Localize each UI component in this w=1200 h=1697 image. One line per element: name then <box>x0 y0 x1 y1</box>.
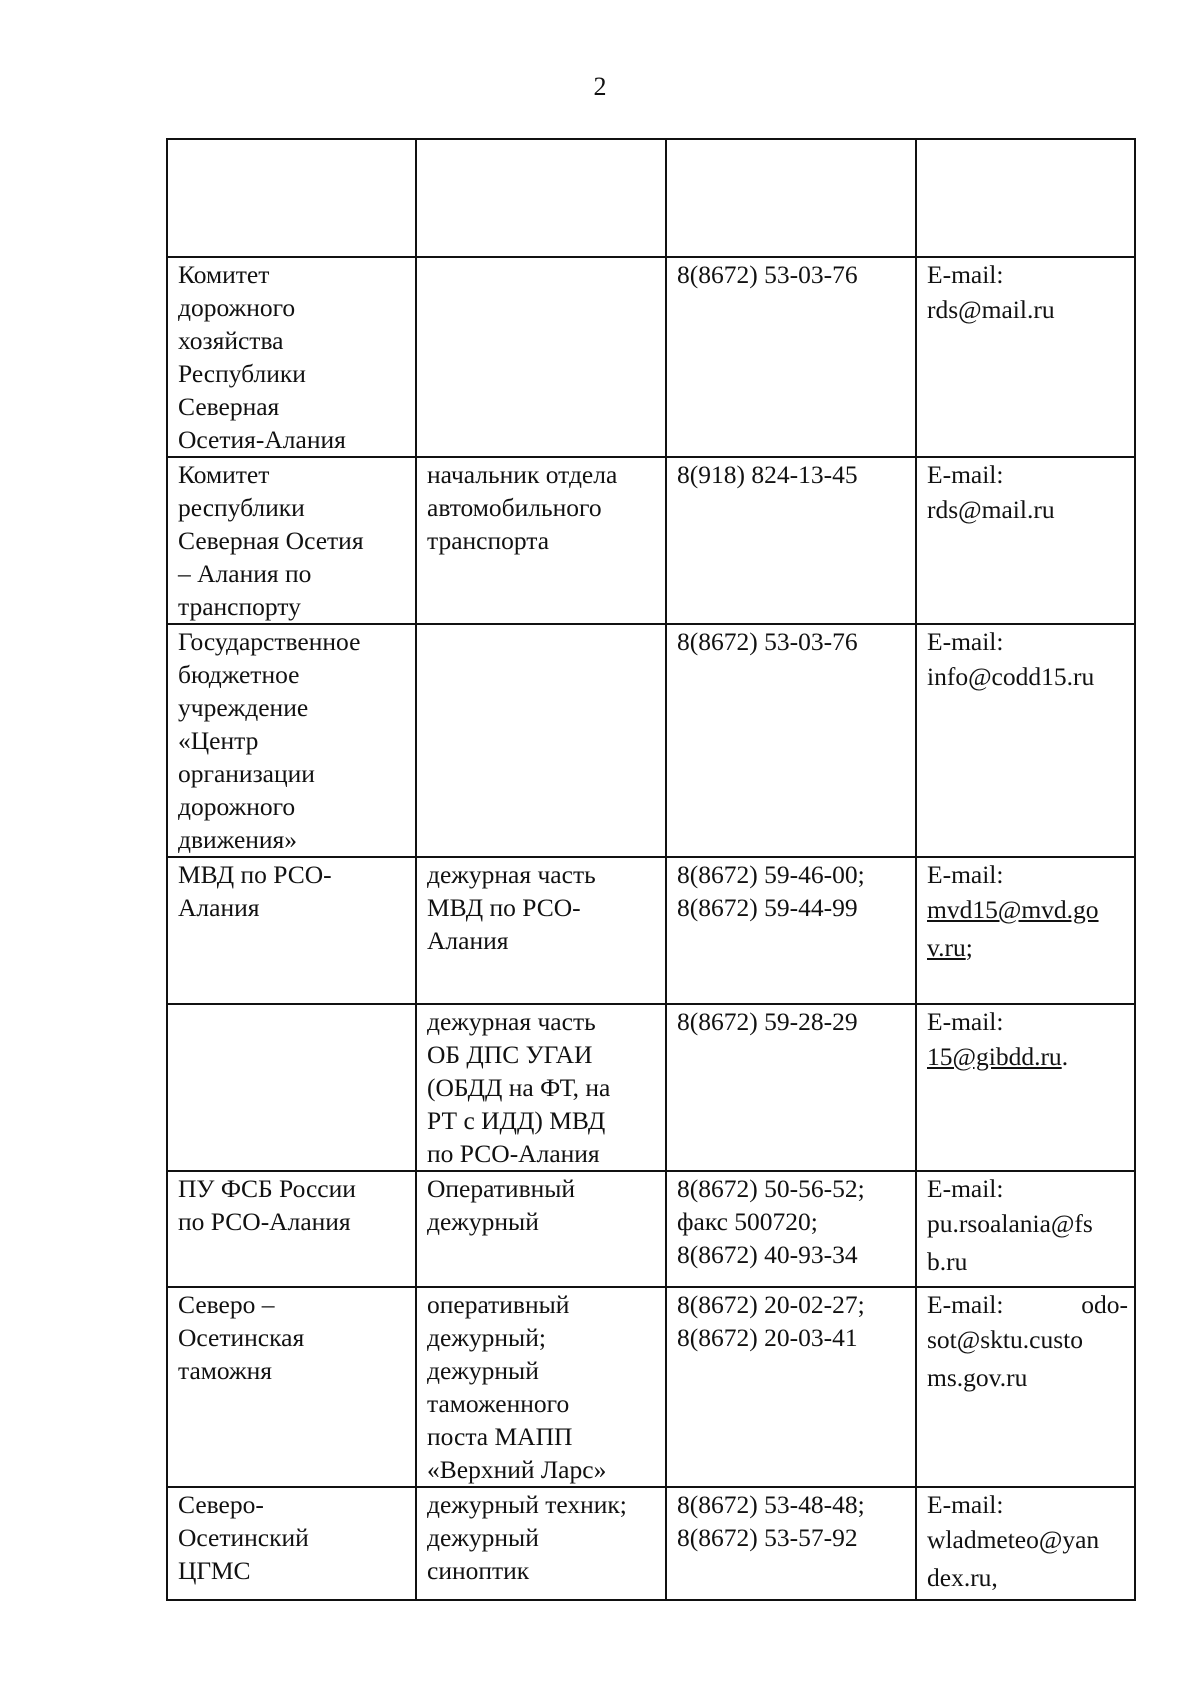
cell-text-line: дорожного <box>178 792 296 821</box>
organization-cell <box>167 139 416 257</box>
cell-text-line: Алания <box>178 893 260 922</box>
email-label: E-mail: <box>927 460 1004 489</box>
cell-text-line: ОБ ДПС УГАИ <box>427 1040 593 1069</box>
cell-text-line: 8(8672) 53-57-92 <box>677 1523 858 1552</box>
cell-text-line: ЦГМС <box>178 1556 251 1585</box>
cell-text-line: автомобильного <box>427 493 602 522</box>
cell-text-line: дежурный техник; <box>427 1490 627 1519</box>
email-label: E-mail: <box>927 1007 1004 1036</box>
position-cell <box>416 1287 666 1487</box>
position-cell <box>416 1487 666 1600</box>
cell-text-line: дежурный <box>427 1523 539 1552</box>
table-row <box>167 1487 1135 1600</box>
cell-text-line: синоптик <box>427 1556 530 1585</box>
email-label: E-mail: <box>927 1290 1004 1319</box>
cell-text-line: 8(8672) 20-02-27; <box>677 1290 865 1319</box>
cell-text-line: дежурная часть <box>427 1007 596 1036</box>
table-row <box>167 139 1135 257</box>
cell-text-line: 8(8672) 59-28-29 <box>677 1007 858 1036</box>
table-row <box>167 857 1135 1004</box>
cell-text-line: дежурный <box>427 1356 539 1385</box>
phone-cell <box>666 457 916 624</box>
email-suffix: . <box>1061 1042 1069 1071</box>
cell-text-line: по РСО-Алания <box>427 1139 600 1168</box>
cell-text-line: – Алания по <box>178 559 312 588</box>
cell-text-line: Алания <box>427 926 509 955</box>
organization-cell <box>167 257 416 457</box>
table-row <box>167 1171 1135 1287</box>
cell-text-line: ПУ ФСБ России <box>178 1174 356 1203</box>
phone-cell <box>666 624 916 857</box>
email-label: E-mail: <box>927 860 1004 889</box>
cell-text-line: (ОБДД на ФТ, на <box>427 1073 611 1102</box>
cell-text-line: Северо – <box>178 1290 275 1319</box>
cell-text-line: МВД по РСО- <box>427 893 581 922</box>
cell-text-line: Северная Осетия <box>178 526 364 555</box>
cell-text-line: Осетинская <box>178 1323 305 1352</box>
cell-text-line: таможенного <box>427 1389 570 1418</box>
organization-cell <box>167 624 416 857</box>
cell-text-line: учреждение <box>178 693 309 722</box>
cell-text-line: организации <box>178 759 315 788</box>
position-cell <box>416 1171 666 1287</box>
phone-cell <box>666 1487 916 1600</box>
email-link[interactable]: mvd15@mvd.go <box>927 895 1099 924</box>
email-address-line: sot@sktu.custo <box>927 1325 1083 1354</box>
cell-text-line: 8(8672) 59-46-00; <box>677 860 865 889</box>
organization-cell <box>167 857 416 1004</box>
cell-text-line: Осетинский <box>178 1523 309 1552</box>
page-number: 2 <box>593 72 607 101</box>
email-cell <box>916 624 1135 857</box>
email-label: E-mail: <box>927 1174 1004 1203</box>
email-cell <box>916 139 1135 257</box>
email-link[interactable]: 15@gibdd.ru <box>927 1042 1062 1071</box>
email-address-line: wladmeteo@yan <box>927 1525 1100 1554</box>
position-cell <box>416 1004 666 1171</box>
cell-text-line: дорожного <box>178 293 296 322</box>
cell-text-line: «Центр <box>178 726 259 755</box>
position-cell <box>416 857 666 1004</box>
email-suffix: ; <box>965 933 973 962</box>
cell-text-line: поста МАПП <box>427 1422 573 1451</box>
table-row <box>167 457 1135 624</box>
email-address-line: ms.gov.ru <box>927 1363 1028 1392</box>
cell-text-line: Северо- <box>178 1490 264 1519</box>
phone-cell <box>666 1171 916 1287</box>
contacts-table <box>166 138 1136 1601</box>
email-address-line: pu.rsoalania@fs <box>927 1209 1093 1238</box>
organization-cell <box>167 1487 416 1600</box>
cell-text-line: таможня <box>178 1356 273 1385</box>
cell-text-line: движения» <box>178 825 298 854</box>
cell-text-line: дежурный <box>427 1207 539 1236</box>
cell-text-line: Осетия-Алания <box>178 425 346 454</box>
table-row <box>167 257 1135 457</box>
email-address-line <box>927 929 1128 967</box>
email-label: E-mail: <box>927 1490 1004 1519</box>
email-label: E-mail: <box>927 627 1004 656</box>
cell-text-line: 8(8672) 59-44-99 <box>677 893 858 922</box>
email-cell <box>916 1487 1135 1600</box>
cell-text-line: РТ с ИДД) МВД <box>427 1106 606 1135</box>
cell-text-line: Оперативный <box>427 1174 576 1203</box>
email-label-line <box>927 1288 1128 1321</box>
phone-cell <box>666 1287 916 1487</box>
table-row <box>167 1004 1135 1171</box>
email-address-line: info@codd15.ru <box>927 662 1095 691</box>
cell-text-line: МВД по РСО- <box>178 860 332 889</box>
cell-text-line: бюджетное <box>178 660 300 689</box>
cell-text-line: 8(918) 824-13-45 <box>677 460 858 489</box>
cell-text-line: Комитет <box>178 460 270 489</box>
cell-text-line: 8(8672) 53-03-76 <box>677 627 858 656</box>
email-cell <box>916 857 1135 1004</box>
email-address-part: odo- <box>1081 1290 1128 1319</box>
organization-cell <box>167 1004 416 1171</box>
phone-cell <box>666 1004 916 1171</box>
cell-text-line: хозяйства <box>178 326 284 355</box>
position-cell <box>416 257 666 457</box>
cell-text-line: начальник отдела <box>427 460 618 489</box>
email-label: E-mail: <box>927 260 1004 289</box>
phone-cell <box>666 857 916 1004</box>
email-cell <box>916 1171 1135 1287</box>
position-cell <box>416 624 666 857</box>
cell-text-line: 8(8672) 50-56-52; <box>677 1174 865 1203</box>
organization-cell <box>167 457 416 624</box>
email-address-line: rds@mail.ru <box>927 295 1055 324</box>
organization-cell <box>167 1287 416 1487</box>
email-address-line <box>927 1038 1128 1076</box>
cell-text-line: по РСО-Алания <box>178 1207 351 1236</box>
table-row <box>167 1287 1135 1487</box>
email-address-line: b.ru <box>927 1247 968 1276</box>
cell-text-line: 8(8672) 40-93-34 <box>677 1240 858 1269</box>
cell-text-line: Северная <box>178 392 280 421</box>
cell-text-line: транспорту <box>178 592 301 621</box>
cell-text-line: 8(8672) 20-03-41 <box>677 1323 858 1352</box>
contacts-table-body <box>167 139 1135 1600</box>
email-cell <box>916 1004 1135 1171</box>
cell-text-line: дежурная часть <box>427 860 596 889</box>
position-cell <box>416 139 666 257</box>
email-cell <box>916 457 1135 624</box>
table-row <box>167 624 1135 857</box>
position-cell <box>416 457 666 624</box>
cell-text-line: Республики <box>178 359 306 388</box>
phone-cell <box>666 257 916 457</box>
cell-text-line: оперативный <box>427 1290 570 1319</box>
organization-cell <box>167 1171 416 1287</box>
email-address-line <box>927 891 1128 929</box>
cell-text-line: Комитет <box>178 260 270 289</box>
cell-text-line: Государственное <box>178 627 361 656</box>
email-cell <box>916 1287 1135 1487</box>
email-link[interactable]: v.ru <box>927 933 966 962</box>
cell-text-line: 8(8672) 53-48-48; <box>677 1490 865 1519</box>
cell-text-line: дежурный; <box>427 1323 546 1352</box>
email-address-line: rds@mail.ru <box>927 495 1055 524</box>
cell-text-line: 8(8672) 53-03-76 <box>677 260 858 289</box>
email-cell <box>916 257 1135 457</box>
cell-text-line: республики <box>178 493 305 522</box>
cell-text-line: транспорта <box>427 526 550 555</box>
phone-cell <box>666 139 916 257</box>
email-address-line: dex.ru, <box>927 1563 998 1592</box>
cell-text-line: факс 500720; <box>677 1207 818 1236</box>
cell-text-line: «Верхний Ларс» <box>427 1455 607 1484</box>
